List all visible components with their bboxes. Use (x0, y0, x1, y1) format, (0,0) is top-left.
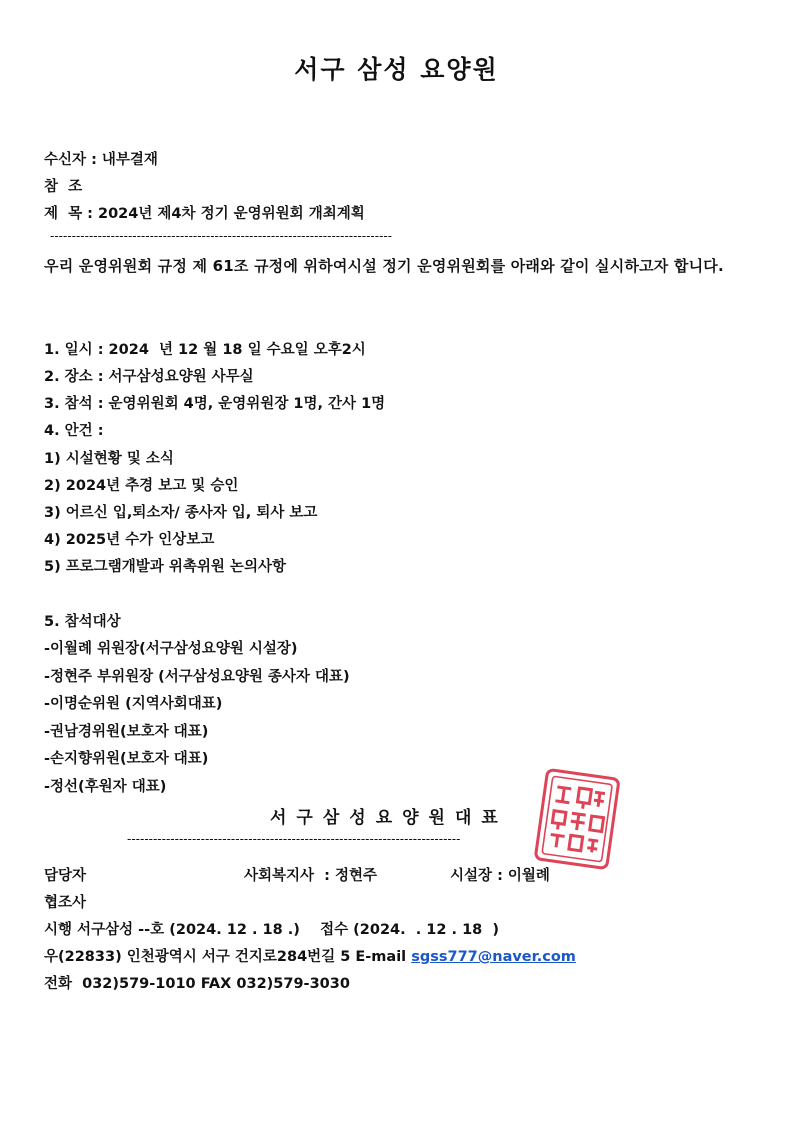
item-agenda: 4. 안건 : (44, 423, 104, 439)
director: 시설장 : 이월례 (450, 868, 550, 884)
agenda-item-2: 2) 2024년 추경 보고 및 승인 (44, 478, 239, 494)
agenda-item-4: 4) 2025년 수가 인상보고 (44, 532, 215, 548)
attendee-2: -정현주 부위원장 (서구삼성요양원 종사자 대표) (44, 669, 350, 685)
attendee-6: -정선(후원자 대표) (44, 779, 167, 795)
document-title: 서구 삼성 요양원 (294, 55, 499, 84)
official-seal-stamp (533, 768, 621, 872)
attendee-3: -이명순위원 (지역사회대표) (44, 696, 223, 712)
cooperator-label: 협조사 (44, 895, 87, 911)
subject-line: 제 목 : 2024년 제4차 정기 운영위원회 개최계획 (44, 206, 365, 222)
address-line (44, 945, 576, 966)
manager-label: 담당자 (44, 868, 87, 884)
social-worker: 사회복지사 : 정현주 (244, 868, 377, 884)
agenda-item-3: 3) 어르신 입,퇴소자/ 종사자 입, 퇴사 보고 (44, 505, 318, 521)
attendees-title: 5. 참석대상 (44, 614, 121, 630)
body-paragraph: 우리 운영위원회 규정 제 61조 규정에 위하여시설 정기 운영위원회를 아래와 같이 실시하고자 합니다. (44, 257, 724, 275)
attendee-5: -손지향위원(보호자 대표) (44, 751, 209, 767)
agenda-item-5: 5) 프로그램개발과 위촉위원 논의사항 (44, 559, 286, 575)
signature-separator: ----------------------------------------------------------------------------- (127, 832, 461, 846)
organization-signature: 서구삼성요양원대표 (270, 808, 508, 828)
reference-line: 참 조 (44, 179, 83, 195)
recipient-line: 수신자 : 내부결재 (44, 152, 158, 168)
separator-line: ------------------------------------------------------------------------------- (50, 229, 393, 243)
address-text: 우(22833) 인천광역시 서구 건지로284번길 5 E-mail (44, 949, 412, 965)
item-attendance: 3. 참석 : 운영위원회 4명, 운영위원장 1명, 간사 1명 (44, 396, 386, 412)
agenda-item-1: 1) 시설현황 및 소식 (44, 451, 174, 467)
attendee-4: -권남경위원(보호자 대표) (44, 724, 209, 740)
attendee-1: -이월례 위원장(서구삼성요양원 시설장) (44, 641, 298, 657)
item-place: 2. 장소 : 서구삼성요양원 사무실 (44, 369, 254, 385)
phone-line: 전화 032)579-1010 FAX 032)579-3030 (44, 976, 350, 992)
email-link[interactable]: sgss777@naver.com (411, 949, 576, 965)
enforcement-line: 시행 서구삼성 --호 (2024. 12 . 18 .) 접수 (2024. . 12 . 18 ) (44, 922, 499, 938)
item-date: 1. 일시 : 2024 년 12 월 18 일 수요일 오후2시 (44, 342, 366, 358)
